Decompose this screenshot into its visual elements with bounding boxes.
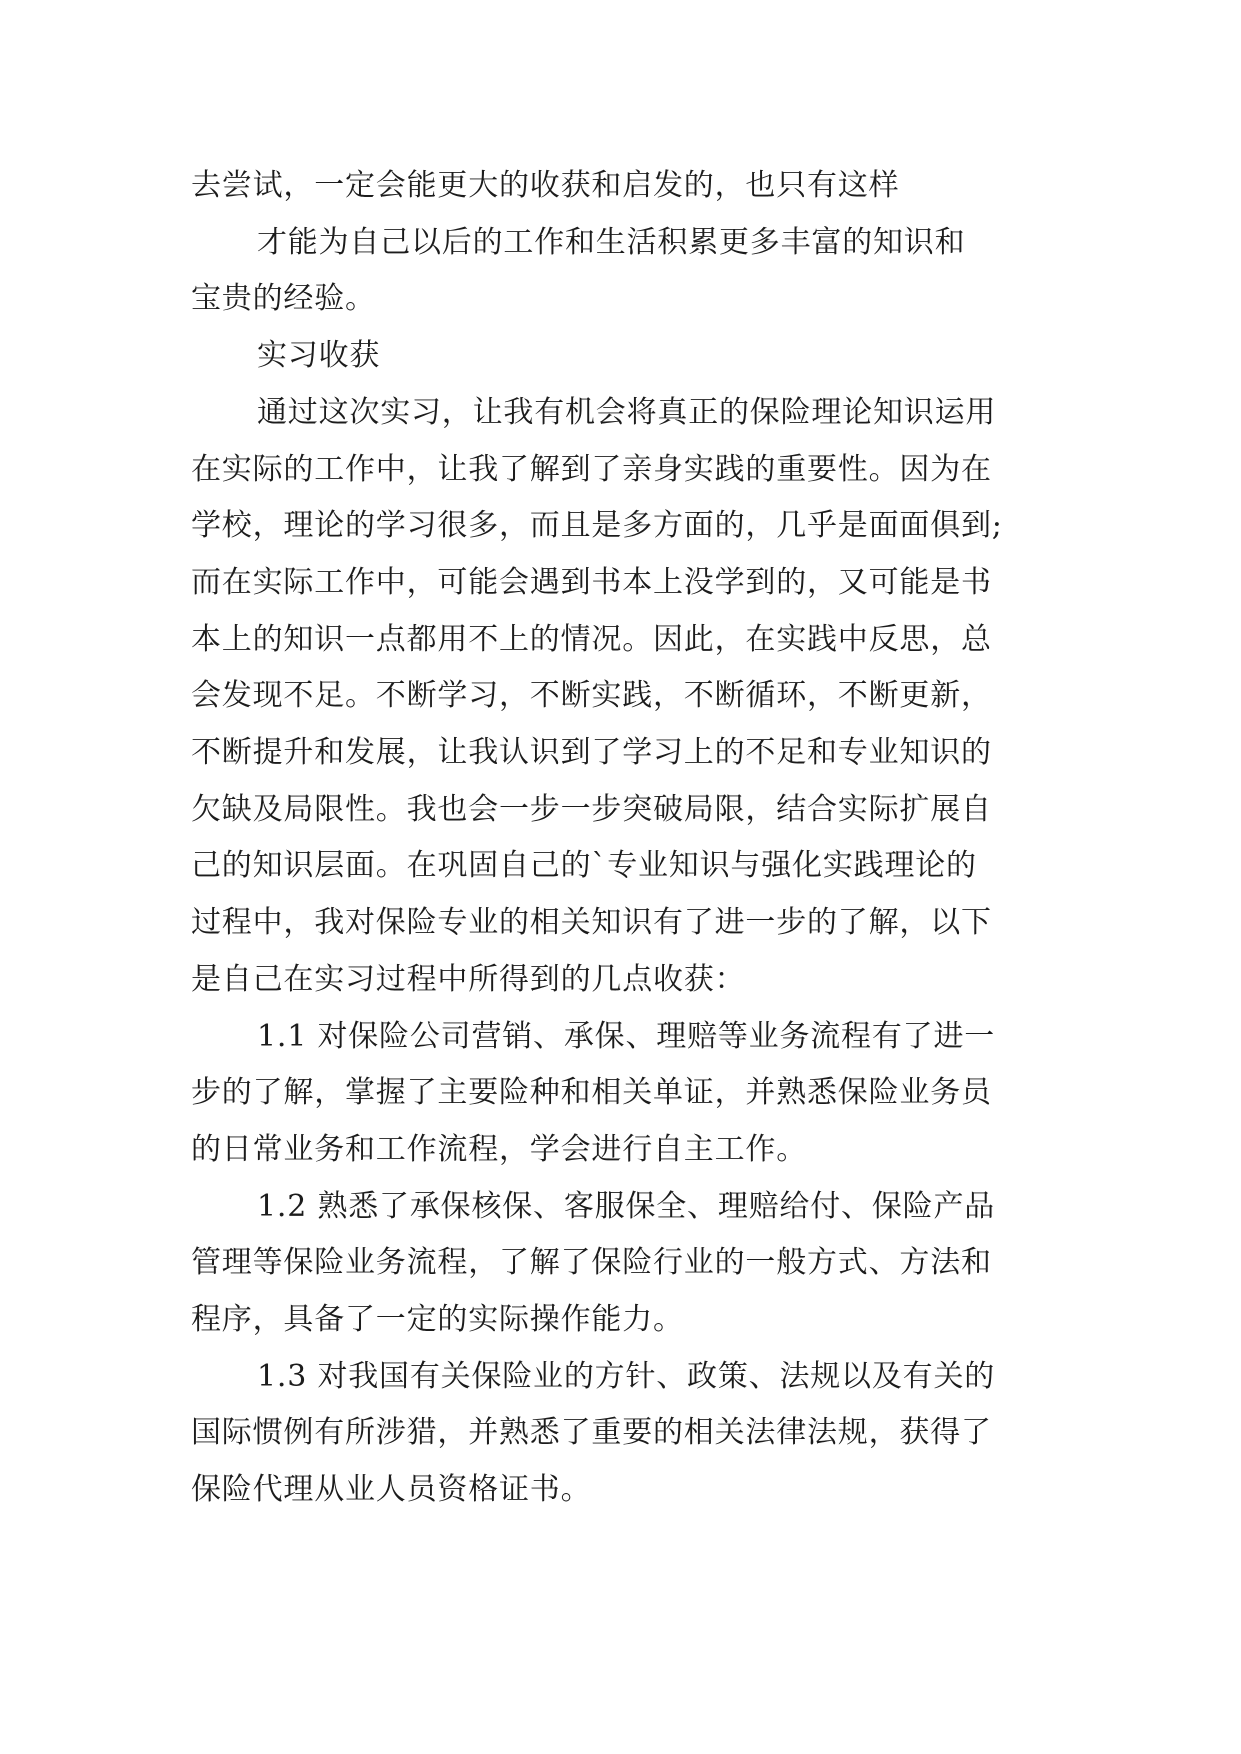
section-heading bbox=[191, 328, 1061, 385]
text-line: 在实际的工作中，让我了解到了亲身实践的重要性。因为在 bbox=[191, 451, 992, 487]
text-line: 过程中，我对保险专业的相关知识有了进一步的了解，以下 bbox=[191, 905, 992, 941]
text-line: 程序，具备了一定的实际操作能力。 bbox=[191, 1302, 684, 1338]
list-item-1-3 bbox=[191, 1349, 1061, 1519]
text-line: 保险代理从业人员资格证书。 bbox=[191, 1472, 592, 1508]
text-line: 欠缺及局限性。我也会一步一步突破局限，结合实际扩展自 bbox=[191, 791, 992, 827]
text-line: 管理等保险业务流程，了解了保险行业的一般方式、方法和 bbox=[191, 1245, 992, 1281]
text-line: 会发现不足。不断学习，不断实践，不断循环，不断更新， bbox=[191, 678, 992, 714]
text-line: 去尝试，一定会能更大的收获和启发的，也只有这样 bbox=[191, 168, 900, 203]
text-line: 通过这次实习，让我有机会将真正的保险理论知识运用 bbox=[257, 394, 997, 430]
text-line: 的日常业务和工作流程，学会进行自主工作。 bbox=[191, 1131, 807, 1167]
text-line: 己的知识层面。在巩固自己的`专业知识与强化实践理论的 bbox=[191, 848, 977, 884]
paragraph-3 bbox=[191, 385, 1061, 1009]
section-heading-text: 实习收获 bbox=[257, 338, 381, 374]
text-line: 1.2 熟悉了承保核保、客服保全、理赔给付、保险产品 bbox=[257, 1188, 996, 1224]
paragraph-1 bbox=[191, 158, 1061, 215]
text-line: 1.1 对保险公司营销、承保、理赔等业务流程有了进一 bbox=[257, 1018, 996, 1054]
text-line: 宝贵的经验。 bbox=[191, 281, 376, 317]
text-line: 不断提升和发展，让我认识到了学习上的不足和专业知识的 bbox=[191, 735, 992, 771]
text-line: 学校，理论的学习很多，而且是多方面的，几乎是面面俱到; bbox=[191, 508, 1003, 544]
text-line: 本上的知识一点都用不上的情况。因此，在实践中反思，总 bbox=[191, 621, 992, 657]
text-line: 是自己在实习过程中所得到的几点收获： bbox=[191, 961, 746, 997]
text-line: 1.3 对我国有关保险业的方针、政策、法规以及有关的 bbox=[257, 1358, 996, 1394]
list-item-1-1 bbox=[191, 1009, 1061, 1179]
text-line: 国际惯例有所涉猎，并熟悉了重要的相关法律法规，获得了 bbox=[191, 1415, 992, 1451]
text-line: 才能为自己以后的工作和生活积累更多丰富的知识和 bbox=[257, 224, 966, 260]
paragraph-2 bbox=[191, 215, 1061, 328]
text-line: 步的了解，掌握了主要险种和相关单证，并熟悉保险业务员 bbox=[191, 1075, 992, 1111]
document-body bbox=[191, 158, 1061, 1519]
list-item-1-2 bbox=[191, 1179, 1061, 1349]
text-line: 而在实际工作中，可能会遇到书本上没学到的，又可能是书 bbox=[191, 564, 992, 600]
